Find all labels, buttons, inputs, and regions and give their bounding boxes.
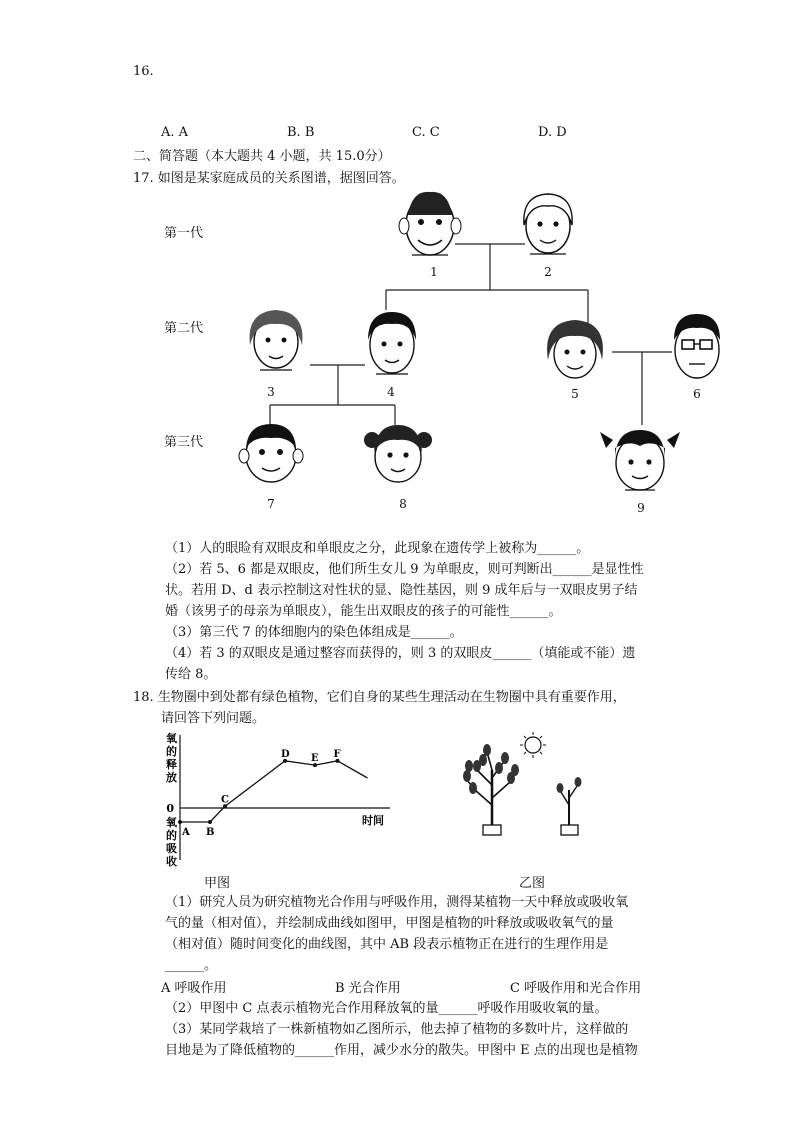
chart-point-b: [208, 820, 212, 824]
chart-point-label-b: B: [206, 827, 215, 838]
q16-option-a: A. A: [161, 125, 189, 140]
person-9-portrait: [600, 430, 680, 490]
person-2-portrait: [524, 194, 572, 254]
chart-point-label-c: C: [221, 794, 229, 806]
q18-stem-line1: 18. 生物圈中到处都有绿色植物，它们自身的某些生理活动在生物圈中具有重要作用，: [133, 690, 626, 705]
q18-line: 目地是为了降低植物的______作用，减少水分的散失。甲图中 E 点的出现也是植物: [165, 1043, 638, 1058]
q18-line: （1）研究人员为研究植物光合作用与呼吸作用，测得某植物一天中释放或吸收氧: [165, 895, 629, 910]
person-1-portrait: [399, 192, 461, 255]
chart-ylabel-top: 氧的释放: [166, 732, 177, 784]
leafy-plant-icon: [463, 744, 519, 835]
chart-jia: [160, 730, 410, 870]
person-number-6: 6: [693, 387, 701, 401]
q18-line: （相对值）随时间变化的曲线图，其中 AB 段表示植物正在进行的生理作用是: [165, 937, 609, 952]
q18-stem-line2: 请回答下列问题。: [161, 711, 266, 726]
q18-option-c: C 呼吸作用和光合作用: [510, 981, 642, 996]
chart-xlabel: 时间: [362, 814, 384, 827]
person-3-portrait: [250, 310, 303, 370]
q18-subquestions-a: [165, 892, 665, 976]
q16-option-c: C. C: [412, 125, 440, 140]
q18-line: ______。: [165, 958, 218, 973]
q17-line: （4）若 3 的双眼皮是通过整容而获得的，则 3 的双眼皮______（填能或不能）遗: [165, 646, 636, 661]
q18-line: 气的量（相对值），并绘制成曲线如图甲，甲图是植物的叶释放或吸收氧气的量: [165, 916, 614, 931]
q17-line: 传给 8。: [165, 667, 217, 682]
person-6-portrait: [674, 314, 720, 378]
person-number-4: 4: [387, 385, 395, 399]
chart-point-label-e: E: [311, 753, 319, 765]
q18-line: （3）某同学栽培了一株新植物如乙图所示，他去掉了植物的多数叶片，这样做的: [165, 1022, 629, 1037]
person-number-2: 2: [544, 265, 552, 279]
family-tree-lines: [270, 244, 672, 425]
q17-line: 婚（该男子的母亲为单眼皮），能生出双眼皮的孩子的可能性______。: [165, 604, 562, 619]
person-number-1: 1: [430, 265, 438, 279]
q18-subquestions-b: [165, 998, 665, 1061]
chart-point-a: [178, 820, 182, 824]
section-header: 二、简答题（本大题共 4 小题，共 15.0分）: [133, 149, 391, 164]
sun-icon: [520, 732, 546, 758]
plant-illustration: [455, 730, 595, 840]
generation-label-2: 第二代: [164, 321, 204, 336]
family-tree-figure: [0, 0, 794, 530]
person-number-8: 8: [399, 497, 407, 511]
q17-line: （1）人的眼睑有双眼皮和单眼皮之分，此现象在遗传学上被称为______。: [165, 541, 590, 556]
chart-ylabel-bottom: 氧的吸收: [166, 816, 177, 868]
chart-point-label-a: A: [182, 827, 190, 838]
chart-jia-caption: 甲图: [204, 876, 231, 891]
q16-option-d: D. D: [538, 125, 567, 140]
person-5-portrait: [547, 320, 603, 378]
q17-stem: 17. 如图是某家庭成员的关系图谱，据图回答。: [133, 171, 405, 186]
person-number-3: 3: [267, 385, 275, 399]
q17-line: （2）若 5、6 都是双眼皮，他们所生女儿 9 为单眼皮，则可判断出______是显性性: [165, 562, 644, 577]
q18-option-b: B 光合作用: [335, 981, 401, 996]
q17-subquestions: [165, 538, 665, 685]
bare-plant-icon: [557, 777, 582, 835]
generation-label-3: 第三代: [164, 435, 204, 450]
q18-line: （2）甲图中 C 点表示植物光合作用释放氧的量______呼吸作用吸收氧的量。: [165, 1001, 608, 1016]
person-7-portrait: [239, 424, 303, 482]
q17-line: 状。若用 D、d 表示控制这对性状的显、隐性基因，则 9 成年后与一双眼皮男子结: [165, 583, 638, 598]
q18-option-a: A 呼吸作用: [161, 981, 227, 996]
person-number-5: 5: [571, 387, 579, 401]
person-4-portrait: [368, 312, 416, 374]
q16-number: 16.: [133, 64, 154, 79]
q16-option-b: B. B: [287, 125, 315, 140]
chart-series-line: [180, 761, 368, 822]
generation-label-1: 第一代: [164, 226, 204, 241]
chart-point-label-d: D: [281, 748, 290, 760]
chart-point-label-f: F: [333, 748, 341, 760]
q17-line: （3）第三代 7 的体细胞内的染色体组成是______。: [165, 625, 463, 640]
chart-origin-label: 0: [166, 802, 174, 815]
person-number-7: 7: [267, 497, 275, 511]
chart-yi-caption: 乙图: [519, 876, 546, 891]
person-8-portrait: [364, 425, 432, 482]
person-number-9: 9: [637, 501, 645, 515]
